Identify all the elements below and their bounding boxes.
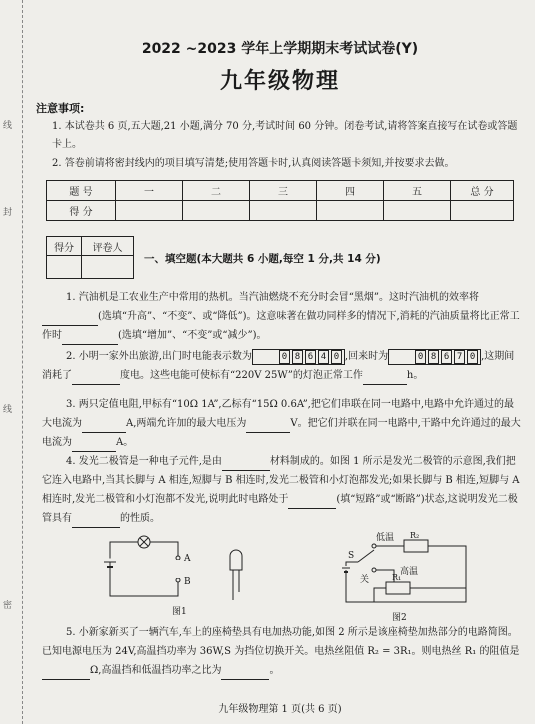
answer-blank[interactable] <box>221 667 269 680</box>
binding-label: 线 <box>3 121 13 131</box>
question-text: ,这期间消耗了 <box>42 351 515 381</box>
figure-1 <box>96 534 256 616</box>
grader-cell[interactable] <box>47 256 82 279</box>
figure-1-point-b: B <box>184 577 191 587</box>
meter-digit: 6 <box>441 350 452 364</box>
meter-digit: 7 <box>454 350 465 364</box>
page-footer: 九年级物理第 1 页(共 6 页) <box>218 704 342 715</box>
score-cell[interactable] <box>317 201 384 221</box>
meter-digit: 0 <box>415 350 426 364</box>
question-text: 4. 发光二极管是一种电子元件,是由 <box>66 456 222 467</box>
question-text: 度电。这些电能可使标有“220V 25W”的灯泡正常工作 <box>120 370 363 381</box>
score-table-header: 三 <box>250 181 317 201</box>
grader-header: 评卷人 <box>82 237 134 256</box>
figure-2-label: 图2 <box>392 613 407 623</box>
question-text: (选填“增加”、“不变”或“减少”)。 <box>118 330 267 341</box>
meter-digit: 6 <box>305 350 316 364</box>
figure-2 <box>334 530 484 622</box>
answer-blank[interactable] <box>222 458 270 471</box>
question-text: 材料制成的。如图 1 所示是发光二极管的示意图,我们把它连入电路中,当其长脚与 A 相连,短脚与 B 相连时,发光二极管和小灯泡都发光;如果长脚与 B 相连,短脚与 A 相连时,发光二极管和小灯泡都不发光,说明此时电路处于 <box>42 456 520 505</box>
answer-blank[interactable] <box>72 439 116 452</box>
figure-2-off-label: 关 <box>360 575 370 585</box>
question-text: 的性质。 <box>120 513 160 524</box>
question-text: 3. 两只定值电阻,甲标有“10Ω 1A”,乙标有“15Ω 0.6A”,把它们串联在同一电路中,电路中允许通过的最大电流为 <box>42 399 515 429</box>
figure-2-circuit <box>334 530 484 610</box>
question-text: (填“短路”或“断路”)状态,这说明发光二极管具有 <box>42 494 518 524</box>
question-4 <box>42 452 522 528</box>
answer-blank[interactable] <box>72 515 120 528</box>
section-heading: 一、填空题(本大题共 6 小题,每空 1 分,共 14 分) <box>144 253 381 265</box>
score-cell[interactable] <box>116 201 183 221</box>
answer-blank[interactable] <box>62 332 118 345</box>
answer-blank[interactable] <box>288 496 336 509</box>
score-table-row-label: 得 分 <box>47 201 116 221</box>
notes-heading: 注意事项: <box>36 102 85 115</box>
score-table-row-label: 题 号 <box>47 181 116 201</box>
grader-table <box>46 236 134 279</box>
figure-1-label: 图1 <box>172 607 187 617</box>
answer-blank[interactable] <box>42 313 98 326</box>
figure-1-circuit <box>96 534 256 604</box>
note-item: 2. 答卷前请将密封线内的项目填写清楚;使用答题卡时,认真阅读答题卡须知,并按要求去做。 <box>52 158 455 169</box>
question-text: h。 <box>406 370 424 381</box>
meter-digit: 4 <box>318 350 329 364</box>
score-cell[interactable] <box>384 201 451 221</box>
score-table-header: 四 <box>317 181 384 201</box>
energy-meter-start <box>252 349 345 365</box>
meter-digit: 0 <box>331 350 342 364</box>
question-3 <box>42 395 522 452</box>
score-table-header: 五 <box>384 181 451 201</box>
answer-blank[interactable] <box>42 667 90 680</box>
answer-blank[interactable] <box>363 372 407 385</box>
figure-2-r1-label: R₁ <box>392 573 402 582</box>
figure-2-switch-label: S <box>348 551 355 561</box>
question-2 <box>42 347 522 385</box>
figure-1-point-a: A <box>184 554 191 564</box>
question-5 <box>42 623 522 680</box>
score-cell[interactable] <box>250 201 317 221</box>
exam-title: 2022 ~2023 学年上学期期末考试试卷(Y) <box>141 41 419 57</box>
question-text: V。把它们并联在同一电路中,干路中允许通过的最大电流为 <box>42 418 521 448</box>
meter-digit: 0 <box>279 350 290 364</box>
answer-blank[interactable] <box>72 372 120 385</box>
figure-2-low-label: 低温 <box>376 533 395 543</box>
score-table <box>46 180 514 221</box>
score-table-header: 一 <box>116 181 183 201</box>
question-1 <box>42 288 522 345</box>
figure-2-r2-label: R₂ <box>410 531 420 540</box>
meter-digit: 8 <box>428 350 439 364</box>
energy-meter-end <box>388 349 481 365</box>
grader-header: 得分 <box>47 237 82 256</box>
meter-digit: 8 <box>292 350 303 364</box>
note-item: 1. 本试卷共 6 页,五大题,21 小题,满分 70 分,考试时间 60 分钟。闭卷考试,请将答案直接写在试卷或答题卡上。 <box>52 121 518 150</box>
binding-label: 密 <box>3 601 13 611</box>
question-text: 5. 小新家新买了一辆汽车,车上的座椅垫具有电加热功能,如图 2 所示是该座椅垫加热部分的电路简图。已知电源电压为 24V,高温挡功率为 36W,S 为挡位切换开关。电热丝阻值 R₂ = 3R₁。则电热丝 R₁ 的阻值是 <box>42 627 520 657</box>
question-text: 1. 汽油机是工农业生产中常用的热机。当汽油燃烧不充分时会冒“黑烟”。这时汽油机的效率将 <box>66 292 479 303</box>
score-table-header: 二 <box>183 181 250 201</box>
question-text: A。 <box>116 437 134 448</box>
score-cell[interactable] <box>451 201 514 221</box>
meter-digit: 0 <box>467 350 478 364</box>
score-table-header: 总 分 <box>451 181 514 201</box>
question-text: A,两端允许加的最大电压为 <box>126 418 247 429</box>
question-text: 2. 小明一家外出旅游,出门时电能表示数为 <box>66 351 252 362</box>
figure-2-high-label: 高温 <box>400 567 419 577</box>
binding-label: 线 <box>3 405 13 415</box>
grader-cell[interactable] <box>82 256 134 279</box>
answer-blank[interactable] <box>82 420 126 433</box>
binding-strip <box>0 0 23 724</box>
subject-title: 九年级物理 <box>219 69 340 94</box>
question-text: Ω,高温挡和低温挡功率之比为 <box>90 665 222 676</box>
question-text: (选填“升高”、“不变”、或“降低”)。这意味著在做功同样多的情况下,消耗的汽油质量将比正常工作时 <box>42 311 520 341</box>
score-cell[interactable] <box>183 201 250 221</box>
answer-blank[interactable] <box>246 420 290 433</box>
question-text: 。 <box>269 665 280 676</box>
binding-label: 封 <box>3 208 13 218</box>
question-text: ,回来时为 <box>344 351 389 362</box>
